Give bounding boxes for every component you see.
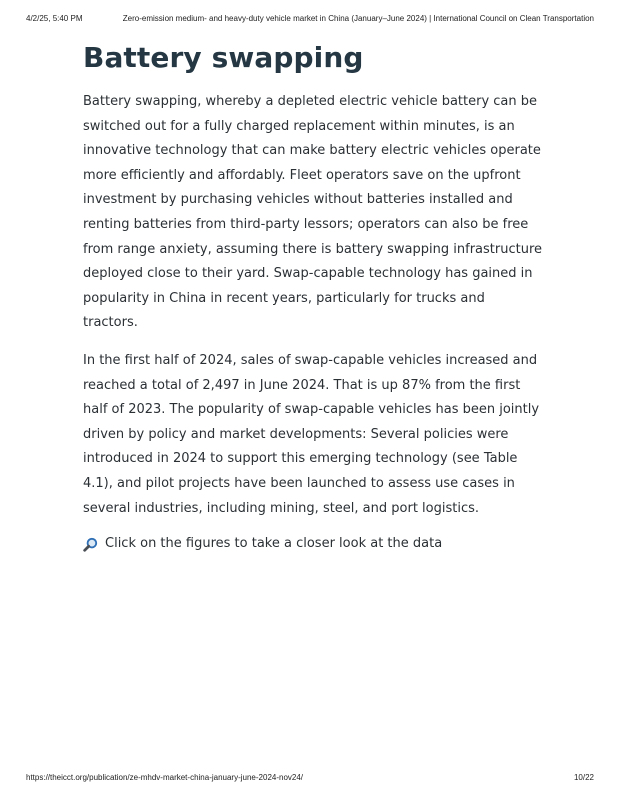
print-url[interactable]: https://theicct.org/publication/ze-mhdv-market-china-january-june-2024-nov24/ bbox=[26, 773, 304, 782]
figure-hint-text: Click on the figures to take a closer look at the data bbox=[105, 536, 443, 552]
paragraph-battery-swapping-intro: Battery swapping, whereby a depleted electric vehicle battery can be switched out for a fully charged replacement within minutes, is an innovative technology that can make battery electric vehicles operate more efficiently and affordably. Fleet operators save on the upfront investment by purchasing vehicles without batteries installed and renting batteries from third-party lessors; operators can also be free from range anxiety, assuming there is battery swapping infrastructure deployed close to their yard. Swap-capable technology has gained in popularity in China in recent years, particularly for trucks and tractors. bbox=[83, 94, 542, 331]
magnifier-icon bbox=[83, 537, 98, 552]
print-datetime: 4/2/25, 5:40 PM bbox=[26, 14, 83, 23]
print-footer bbox=[26, 773, 594, 782]
section-heading: Battery swapping bbox=[83, 41, 364, 74]
print-page-title: Zero-emission medium- and heavy-duty vehicle market in China (January–June 2024) | International Council on Clean Transportation bbox=[122, 14, 594, 23]
print-page-number: 10/22 bbox=[573, 773, 594, 782]
figure-hint bbox=[83, 532, 543, 556]
print-header bbox=[26, 14, 594, 23]
article-body bbox=[83, 38, 543, 556]
paragraph-swap-capable-sales: In the first half of 2024, sales of swap-capable vehicles increased and reached a total of 2,497 in June 2024. That is up 87% from the first half of 2023. The popularity of swap-capable vehicles has been jointly driven by policy and market developments: Several policies were introduced in 2024 to support this emerging technology (see Table 4.1), and pilot projects have been launched to assess use cases in several industries, including mining, steel, and port logistics. bbox=[83, 352, 540, 516]
